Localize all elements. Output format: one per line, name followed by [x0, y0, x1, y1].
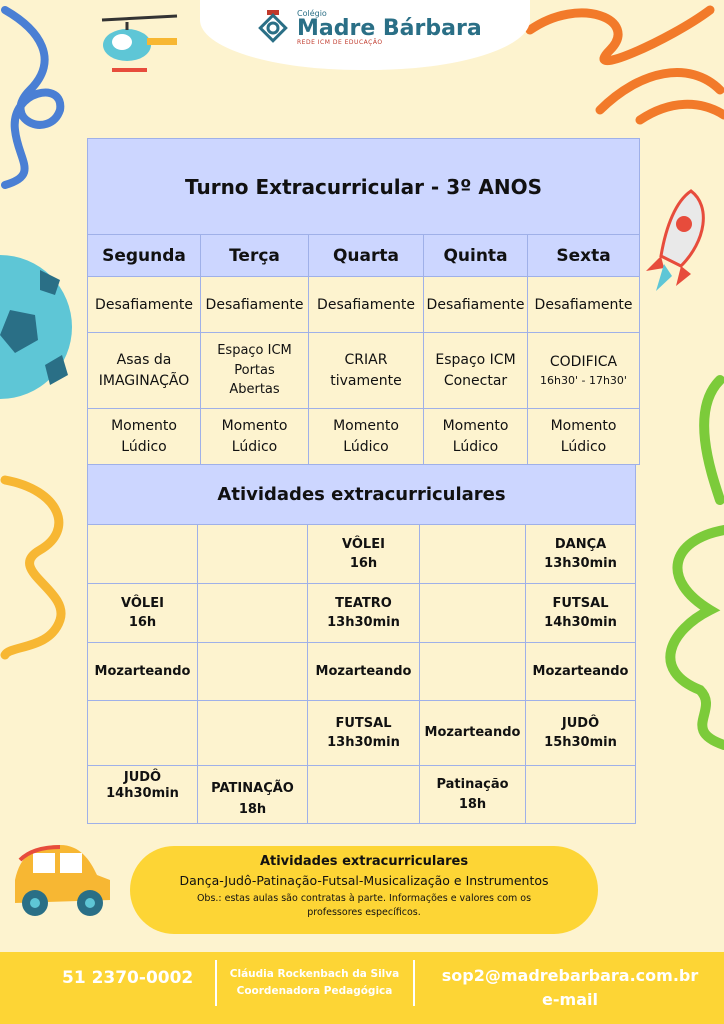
footer [0, 952, 724, 1024]
activity-name: FUTSAL [335, 715, 392, 731]
cell-mid-terca-line1: Espaço ICM [217, 343, 292, 359]
schedule-table [87, 138, 640, 465]
green-scribble-right [650, 370, 724, 750]
footer-divider [413, 960, 415, 1006]
day-header-sexta: Sexta [528, 235, 640, 277]
cell-ludico-terca [201, 409, 309, 465]
blue-scribble-top-left [0, 0, 70, 190]
info-box [130, 846, 598, 934]
activity-time: 16h [128, 615, 157, 630]
logo-small-text: Colégio [297, 9, 327, 18]
cell-ludico-segunda [88, 409, 201, 465]
day-header-segunda: Segunda [88, 235, 201, 277]
helicopter-icon [92, 10, 184, 80]
activity-cell-judo-sexta [526, 701, 636, 766]
day-header-terca: Terça [201, 235, 309, 277]
activity-time: 14h30min [106, 785, 179, 801]
footer-contact-role: Coordenadora Pedagógica [236, 984, 393, 997]
activity-cell-empty [420, 584, 526, 643]
car-icon [5, 835, 117, 920]
cell-mid-quarta-line1: CRIAR [344, 352, 388, 369]
activity-cell-empty [420, 525, 526, 584]
yellow-scribble-left [0, 470, 80, 660]
activity-name: JUDÔ [123, 770, 162, 785]
cell-ludico-quarta [309, 409, 424, 465]
ludico-line2: Lúdico [343, 438, 389, 455]
activity-time: 15h30min [544, 735, 617, 750]
activity-name: JUDÔ [561, 715, 600, 731]
cell-desafiamento-segunda: Desafiamente [88, 277, 201, 333]
activity-cell-empty [198, 525, 308, 584]
footer-contact-name: Cláudia Rockenbach da Silva [229, 968, 400, 980]
ludico-line2: Lúdico [231, 438, 278, 455]
rocket-icon [636, 186, 716, 298]
logo-name-text: Madre Bárbara [297, 16, 482, 41]
footer-email-block [425, 964, 715, 1012]
cell-mid-segunda [88, 333, 201, 409]
school-logo [255, 10, 482, 46]
activity-cell-teatro-quarta [308, 584, 420, 643]
activity-cell-patinacao-quinta [420, 766, 526, 824]
ludico-line1: Momento [221, 417, 288, 434]
activity-cell-volei-segunda [88, 584, 198, 643]
activity-cell-judo-segunda [88, 766, 198, 824]
activity-name: TEATRO [335, 595, 392, 611]
cell-mid-quinta [424, 333, 528, 409]
day-header-quinta: Quinta [424, 235, 528, 277]
activity-time: 14h30min [544, 615, 617, 630]
footer-divider [215, 960, 217, 1006]
activity-time: 18h [458, 796, 487, 812]
activity-time: 16h [349, 556, 378, 571]
activities-table [87, 464, 636, 824]
activity-cell-mozarteando-quarta: Mozarteando [308, 643, 420, 701]
cell-mid-sexta-time: 16h30' - 17h30' [540, 373, 627, 387]
cell-desafiamento-quinta: Desafiamente [424, 277, 528, 333]
ludico-line1: Momento [333, 417, 399, 434]
cell-mid-terca [201, 333, 309, 409]
activity-cell-empty [88, 701, 198, 766]
cell-mid-quarta [309, 333, 424, 409]
activity-time: 13h30min [327, 615, 400, 630]
cell-mid-terca-line2: Portas [234, 362, 275, 378]
info-activity-list: Dança-Judô-Patinação-Futsal-Musicalização e Instrumentos [179, 873, 549, 888]
cell-mid-terca-line3: Abertas [229, 382, 280, 398]
activity-name: DANÇA [554, 536, 607, 552]
footer-contact [222, 966, 407, 1000]
activity-name: VÔLEI [121, 595, 164, 611]
activity-cell-danca-sexta [526, 525, 636, 584]
activity-name: Patinação [436, 777, 509, 792]
ludico-line1: Momento [550, 417, 617, 434]
footer-email[interactable]: sop2@madrebarbara.com.br [441, 966, 699, 985]
activities-title: Atividades extracurriculares [88, 465, 636, 525]
activity-cell-empty [198, 643, 308, 701]
activity-cell-mozarteando-segunda: Mozarteando [88, 643, 198, 701]
activity-cell-empty [88, 525, 198, 584]
logo-sub-text: REDE ICM DE EDUCAÇÃO [297, 39, 383, 46]
activity-name: PATINAÇÃO [211, 781, 294, 797]
orange-scribble-top-right [520, 0, 724, 130]
activity-cell-mozarteando-sexta: Mozarteando [526, 643, 636, 701]
ludico-line1: Momento [442, 417, 509, 434]
activity-cell-futsal-quarta [308, 701, 420, 766]
ludico-line2: Lúdico [560, 438, 607, 455]
activity-name: FUTSAL [552, 595, 609, 611]
footer-phone: 51 2370-0002 [62, 968, 194, 988]
cell-desafiamento-quarta: Desafiamente [309, 277, 424, 333]
info-title: Atividades extracurriculares [259, 854, 469, 869]
ludico-line1: Momento [111, 417, 177, 434]
activity-name: VÔLEI [342, 536, 385, 552]
ludico-line2: Lúdico [121, 438, 167, 455]
activity-time: 13h30min [544, 556, 617, 571]
activity-cell-empty [198, 584, 308, 643]
activity-time: 13h30min [327, 735, 400, 750]
cell-desafiamento-terca: Desafiamente [201, 277, 309, 333]
cell-mid-quinta-line1: Espaço ICM [435, 352, 516, 369]
soccer-ball-icon [0, 255, 72, 400]
activity-cell-empty [420, 643, 526, 701]
activity-cell-empty [526, 766, 636, 824]
activity-cell-empty [308, 766, 420, 824]
cell-mid-quinta-line2: Conectar [443, 372, 508, 389]
cell-mid-segunda-line1: Asas da [116, 352, 172, 369]
footer-email-label: e-mail [542, 990, 598, 1009]
ludico-line2: Lúdico [452, 438, 499, 455]
schedule-title: Turno Extracurricular - 3º ANOS [88, 139, 640, 235]
activity-time: 18h [238, 802, 267, 818]
activity-cell-empty [198, 701, 308, 766]
info-observation: Obs.: estas aulas são contratas à parte. Informações e valores com os professores específicos. [196, 893, 532, 918]
logo-emblem-icon [255, 10, 291, 46]
cell-ludico-quinta [424, 409, 528, 465]
activity-cell-volei-quarta [308, 525, 420, 584]
cell-mid-sexta-line1: CODIFICA [549, 354, 618, 371]
cell-mid-sexta [528, 333, 640, 409]
activity-cell-mozarteando-quinta: Mozarteando [420, 701, 526, 766]
cell-ludico-sexta [528, 409, 640, 465]
cell-desafiamento-sexta: Desafiamente [528, 277, 640, 333]
cell-mid-quarta-line2: tivamente [330, 372, 402, 389]
activity-cell-patinacao-terca [198, 766, 308, 824]
cell-mid-segunda-line2: IMAGINAÇÃO [98, 372, 190, 389]
activity-cell-futsal-sexta [526, 584, 636, 643]
day-header-quarta: Quarta [309, 235, 424, 277]
